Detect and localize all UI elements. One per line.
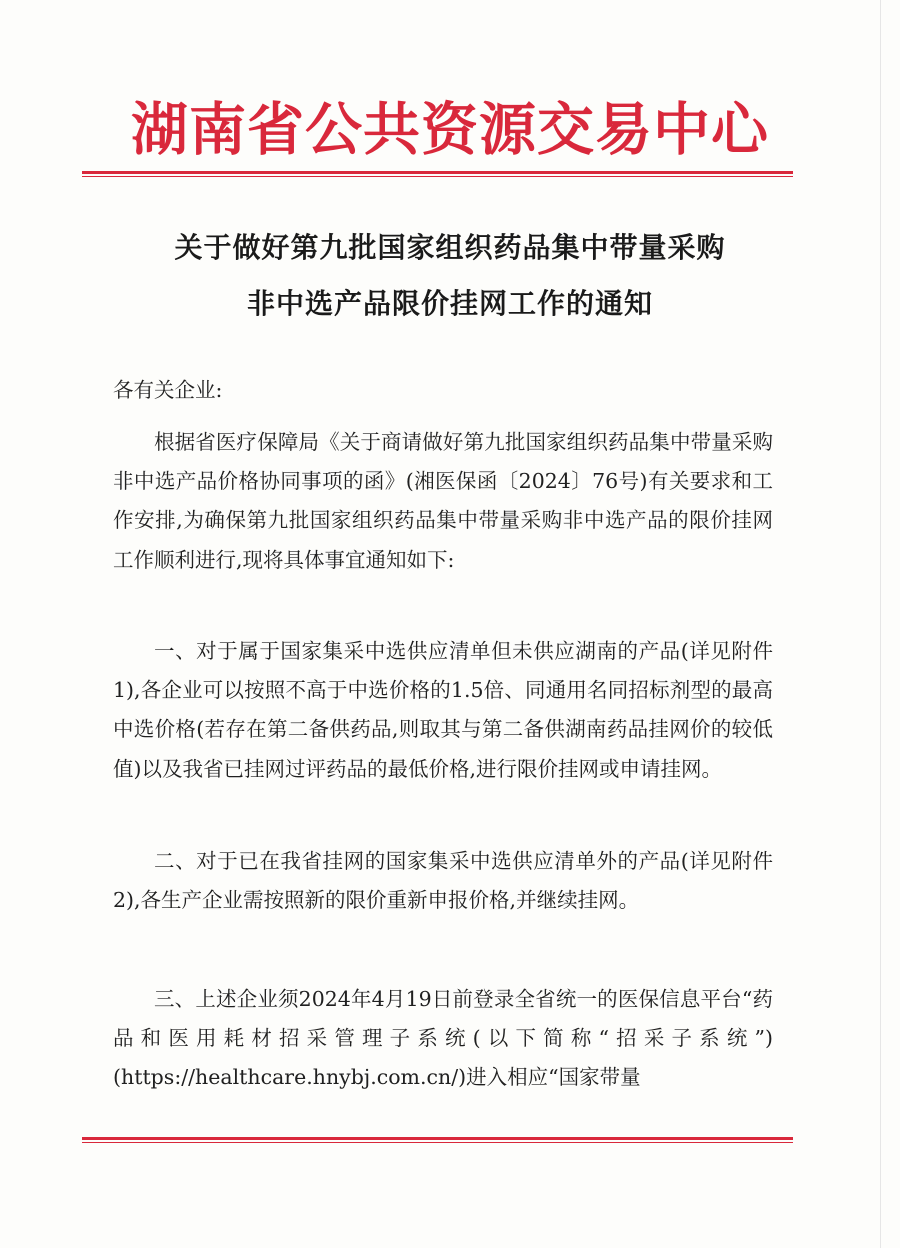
document-title-line-2: 非中选产品限价挂网工作的通知 bbox=[246, 287, 653, 320]
paragraph-item-3: 三、上述企业须2024年4月19日前登录全省统一的医保信息平台“药品和医用耗材招采管理子系统(以下简称“招采子系统”)(https://healthcare.hnybj.com.cn/)进入相应“国家带量 bbox=[113, 987, 773, 1090]
header-rule-thick bbox=[82, 171, 793, 174]
paragraph-intro: 根据省医疗保障局《关于商请做好第九批国家组织药品集中带量采购非中选产品价格协同事项的函》(湘医保函〔2024〕76号)有关要求和工作安排,为确保第九批国家组织药品集中带量采购非中选产品的限价挂网工作顺利进行,现将具体事宜通知如下: bbox=[113, 430, 773, 572]
salutation: 各有关企业: bbox=[113, 378, 223, 402]
footer-rule-thin bbox=[82, 1142, 793, 1143]
header-rule-thin bbox=[82, 176, 793, 177]
page-edge bbox=[880, 0, 881, 1248]
masthead-organization: 湖南省公共资源交易中心 bbox=[131, 97, 769, 163]
paragraph-item-1: 一、对于属于国家集采中选供应清单但未供应湖南的产品(详见附件1),各企业可以按照不高于中选价格的1.5倍、同通用名同招标剂型的最高中选价格(若存在第二备供药品,则取其与第二备供湖南药品挂网价的较低值)以及我省已挂网过评药品的最低价格,进行限价挂网或申请挂网。 bbox=[113, 639, 773, 781]
document-title-line-1: 关于做好第九批国家组织药品集中带量采购 bbox=[174, 231, 726, 264]
paragraph-item-2: 二、对于已在我省挂网的国家集采中选供应清单外的产品(详见附件2),各生产企业需按照新的限价重新申报价格,并继续挂网。 bbox=[113, 849, 773, 913]
footer-rule-thick bbox=[82, 1137, 793, 1140]
